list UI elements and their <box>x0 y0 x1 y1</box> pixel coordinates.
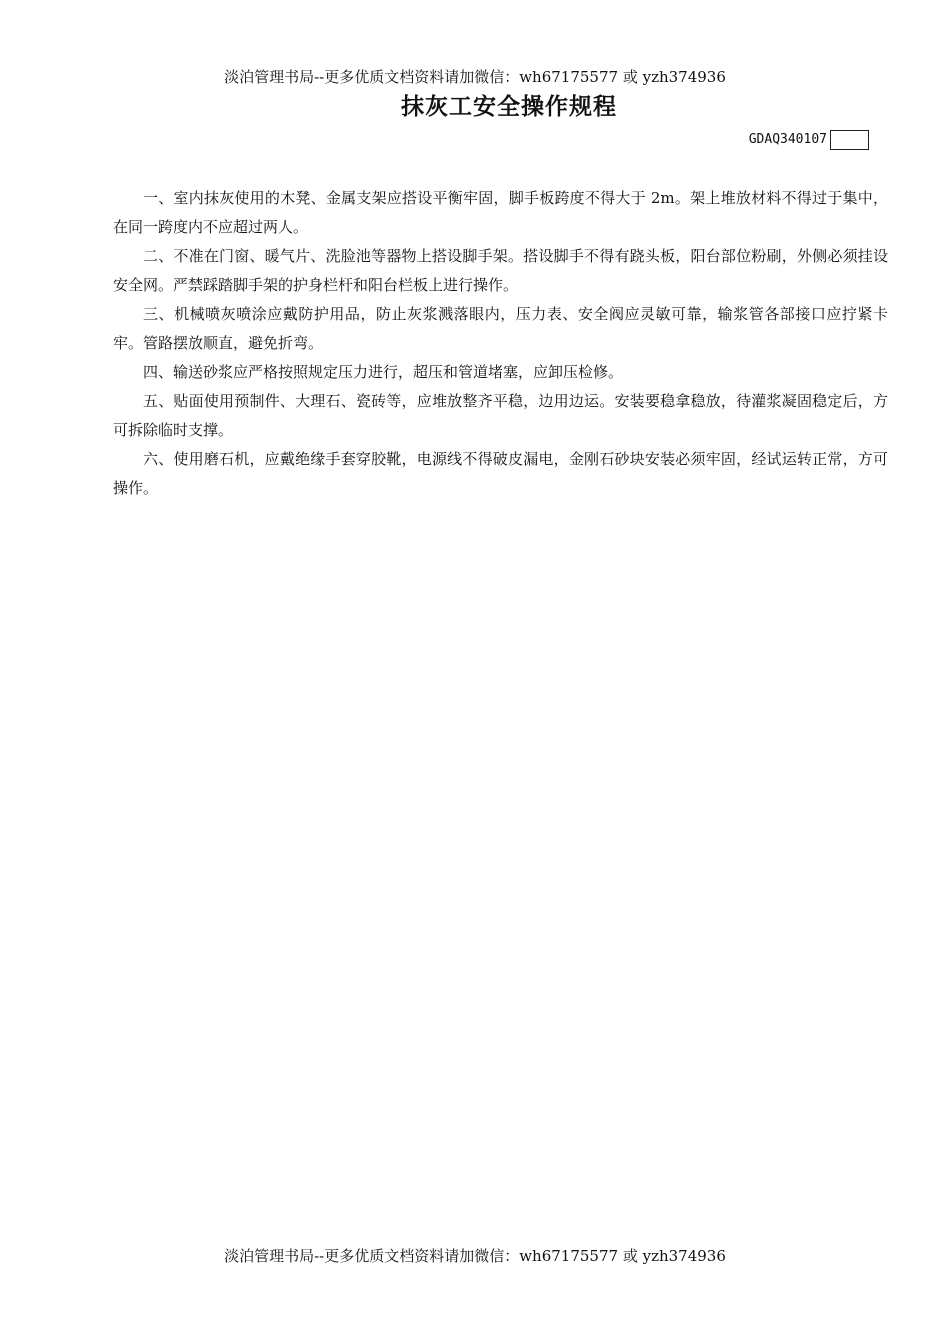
page-header: 淡泊管理书局--更多优质文档资料请加微信：wh67175577 或 yzh374936 <box>224 68 726 86</box>
regulation-body <box>113 184 888 503</box>
regulation-item-4: 四、输送砂浆应严格按照规定压力进行，超压和管道堵塞，应卸压检修。 <box>143 363 624 381</box>
regulation-item-2: 二、不准在门窗、暖气片、洗脸池等器物上搭设脚手架。搭设脚手不得有跷头板，阳台部位粉刷，外侧必须挂设安全网。严禁踩踏脚手架的护身栏杆和阳台栏板上进行操作。 <box>113 247 888 294</box>
page-footer: 淡泊管理书局--更多优质文档资料请加微信：wh67175577 或 yzh374936 <box>224 1247 726 1265</box>
code-suffix-box <box>830 130 869 150</box>
regulation-item-3: 三、机械喷灰喷涂应戴防护用品，防止灰浆溅落眼内，压力表、安全阀应灵敏可靠，输浆管各部接口应拧紧卡牢。管路摆放顺直，避免折弯。 <box>113 305 888 352</box>
document-code-row <box>749 130 869 150</box>
document-title: 抹灰工安全操作规程 <box>401 94 617 120</box>
regulation-item-1: 一、室内抹灰使用的木凳、金属支架应搭设平衡牢固，脚手板跨度不得大于 2m。架上堆放材料不得过于集中，在同一跨度内不应超过两人。 <box>113 189 888 236</box>
document-code: GDAQ340107 <box>748 132 827 147</box>
regulation-item-5: 五、贴面使用预制件、大理石、瓷砖等，应堆放整齐平稳，边用边运。安装要稳拿稳放，待灌浆凝固稳定后，方可拆除临时支撑。 <box>113 392 888 439</box>
regulation-item-6: 六、使用磨石机，应戴绝缘手套穿胶靴，电源线不得破皮漏电，金刚石砂块安装必须牢固，经试运转正常，方可操作。 <box>113 450 888 497</box>
